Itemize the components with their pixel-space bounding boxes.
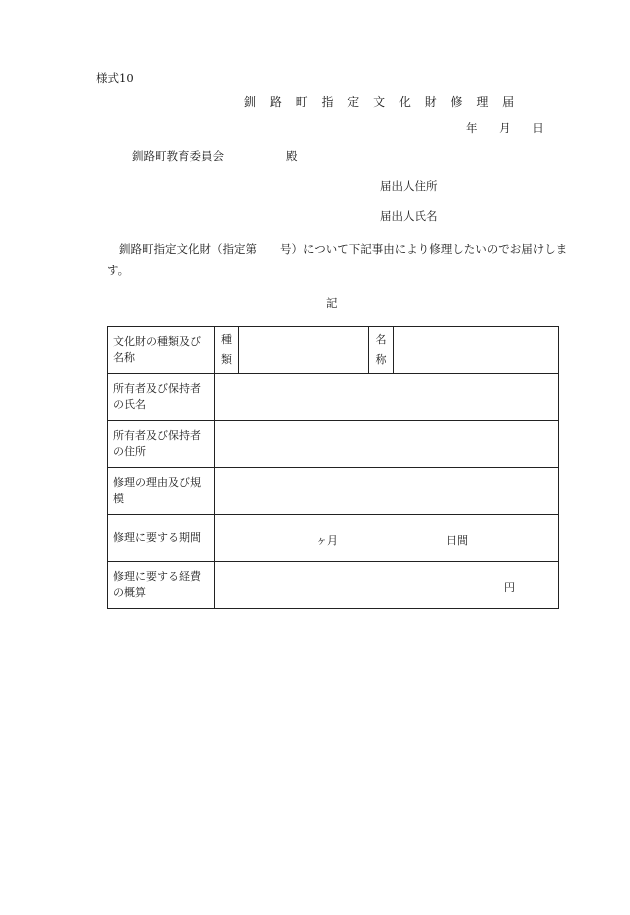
page-title: 釧 路 町 指 定 文 化 財 修 理 届 <box>244 95 520 109</box>
applicant-address-label: 届出人住所 <box>380 179 438 193</box>
kind-label-bottom: 類 <box>221 353 232 366</box>
kind-label <box>215 327 239 374</box>
name-field[interactable] <box>394 327 559 374</box>
owner-address-field[interactable] <box>215 421 559 468</box>
repair-reason-field[interactable] <box>215 468 559 515</box>
repair-cost-field[interactable] <box>215 562 559 609</box>
owner-address-label: 所有者及び保持者の住所 <box>108 421 215 468</box>
owner-name-label: 所有者及び保持者の氏名 <box>108 374 215 421</box>
form-number: 様式10 <box>96 71 134 85</box>
detail-table <box>107 326 559 609</box>
yen-unit: 円 <box>504 581 515 594</box>
repair-period-field[interactable] <box>215 515 559 562</box>
months-unit: ヶ月 <box>316 534 338 547</box>
table-row <box>108 468 559 515</box>
statement-text: 釧路町指定文化財（指定第 号）について下記事由により修理したいのでお届けします。 <box>107 242 568 277</box>
table-row <box>108 327 559 374</box>
applicant-name-label: 届出人氏名 <box>380 209 438 223</box>
owner-name-field[interactable] <box>215 374 559 421</box>
name-label-top: 名 <box>375 333 387 346</box>
table-row <box>108 515 559 562</box>
table-row <box>108 421 559 468</box>
honorific: 殿 <box>286 149 298 163</box>
ki-heading: 記 <box>326 296 338 310</box>
repair-period-label: 修理に要する期間 <box>108 515 215 562</box>
kind-label-top: 種 <box>221 333 232 346</box>
repair-reason-label: 修理の理由及び規模 <box>108 468 215 515</box>
kind-field[interactable] <box>239 327 369 374</box>
repair-cost-label: 修理に要する経費の概算 <box>108 562 215 609</box>
table-row <box>108 562 559 609</box>
name-label-bottom: 称 <box>375 353 387 366</box>
name-label <box>369 327 394 374</box>
table-row <box>108 374 559 421</box>
date-line: 年 月 日 <box>466 121 544 135</box>
cultural-property-label: 文化財の種類及び名称 <box>108 327 215 374</box>
days-unit: 日間 <box>446 534 468 547</box>
addressee: 釧路町教育委員会 <box>132 149 224 163</box>
